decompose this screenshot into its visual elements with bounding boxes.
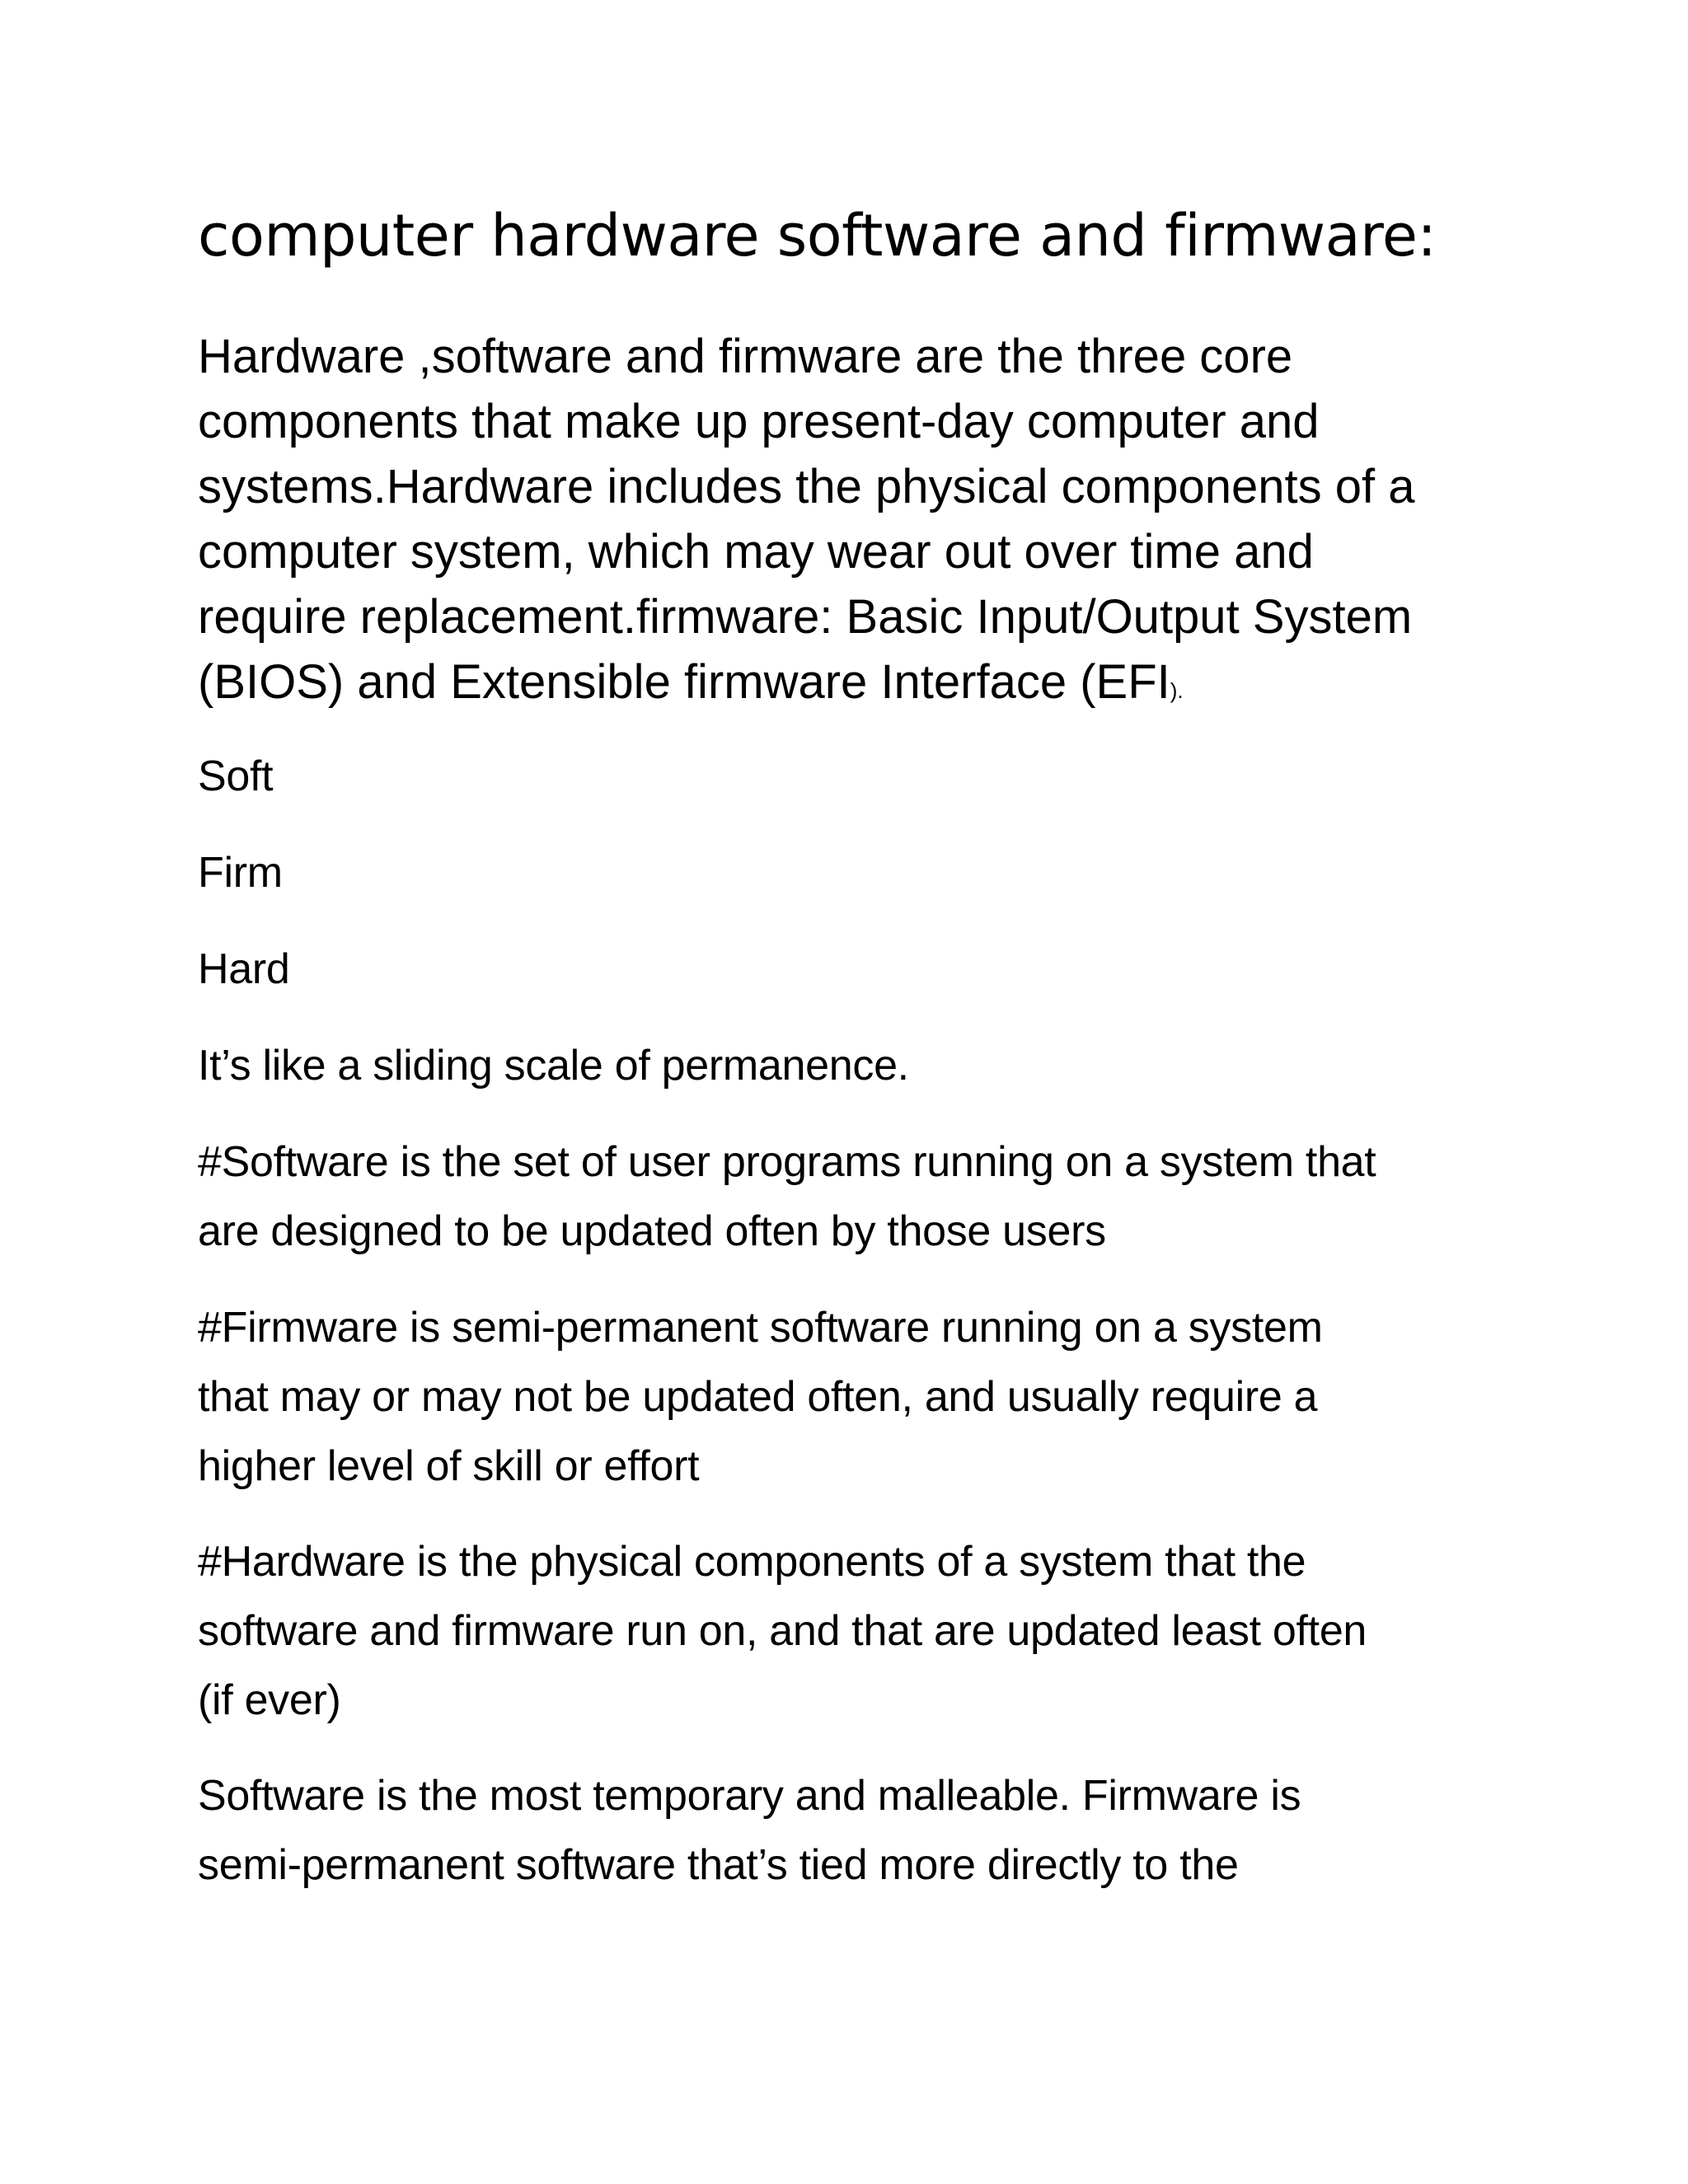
paragraph-hardware bbox=[198, 1527, 1517, 1735]
paragraph-line: Firm bbox=[198, 849, 283, 897]
paragraph-line: Software is the most temporary and malleable. Firmware is bbox=[198, 1772, 1301, 1820]
page-title: computer hardware software and firmware: bbox=[198, 202, 1437, 269]
paragraph-line: Soft bbox=[198, 752, 274, 800]
paragraph-line: Hard bbox=[198, 945, 290, 993]
intro-tail: ). bbox=[1170, 678, 1184, 703]
intro-line: computer system, which may wear out over time and bbox=[198, 525, 1314, 579]
paragraph-firm bbox=[198, 838, 1517, 907]
paragraph-line: #Software is the set of user programs running on a system that bbox=[198, 1138, 1376, 1186]
paragraph-line: #Firmware is semi-permanent software running on a system bbox=[198, 1304, 1323, 1352]
intro-line-text: (BIOS) and Extensible firmware Interface (EFI bbox=[198, 655, 1170, 709]
paragraph-line: higher level of skill or effort bbox=[198, 1442, 700, 1490]
intro-line: require replacement.firmware: Basic Input/Output System bbox=[198, 590, 1413, 644]
intro-line: Hardware ,software and firmware are the three core bbox=[198, 330, 1293, 383]
intro-line: components that make up present-day computer and bbox=[198, 395, 1320, 448]
paragraph-line: are designed to be updated often by those users bbox=[198, 1207, 1106, 1255]
intro-line-last bbox=[198, 649, 1517, 715]
paragraph-firmware bbox=[198, 1293, 1517, 1501]
paragraph-line: It’s like a sliding scale of permanence. bbox=[198, 1042, 909, 1090]
intro-line: systems.Hardware includes the physical components of a bbox=[198, 460, 1415, 513]
paragraph-line: software and firmware run on, and that are updated least often bbox=[198, 1607, 1367, 1655]
paragraph-soft bbox=[198, 742, 1517, 811]
intro-paragraph bbox=[198, 324, 1517, 715]
paragraph-line: #Hardware is the physical components of a system that the bbox=[198, 1538, 1306, 1586]
paragraph-scale bbox=[198, 1031, 1517, 1100]
paragraph-hard bbox=[198, 935, 1517, 1004]
paragraph-line: that may or may not be updated often, and usually require a bbox=[198, 1373, 1318, 1421]
paragraph-software bbox=[198, 1127, 1517, 1266]
paragraph-closing bbox=[198, 1761, 1517, 1900]
paragraph-line: (if ever) bbox=[198, 1676, 341, 1724]
paragraph-line: semi-permanent software that’s tied more directly to the bbox=[198, 1841, 1239, 1889]
